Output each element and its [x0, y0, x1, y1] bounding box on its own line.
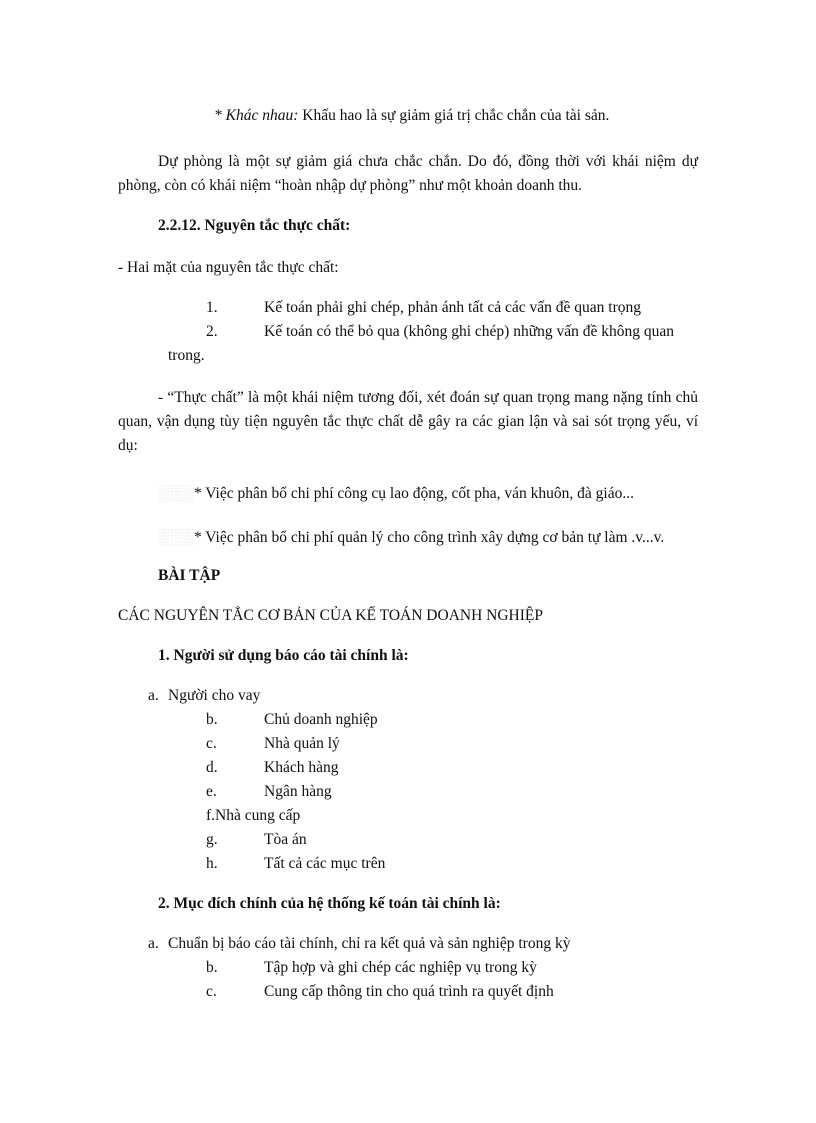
paragraph-difference [214, 106, 609, 126]
option-number: g. [206, 831, 218, 848]
option-text: Tất cả các mục trên [264, 855, 386, 872]
list-item-text: Kế toán phải ghi chép, phản ánh tất cả các vấn đề quan trọng [264, 299, 642, 316]
exercises-title: BÀI TẬP [158, 567, 221, 584]
option-number: d. [206, 759, 218, 776]
option-text: Nhà quản lý [264, 735, 340, 752]
option-text: Cung cấp thông tin cho quá trình ra quyết định [264, 983, 554, 1000]
example-item: ░░░* Việc phân bổ chi phí quản lý cho công trình xây dựng cơ bản tự làm .v...v. [158, 529, 665, 546]
option-number: a. [148, 935, 159, 952]
option-text: Chủ doanh nghiệp [264, 711, 378, 728]
option-number: e. [206, 783, 217, 800]
option-f: f.Nhà cung cấp [206, 807, 301, 824]
option-text: Khách hàng [264, 759, 339, 776]
list-item-number: 1. [206, 299, 218, 316]
section-title: 2.2.12. Nguyên tắc thực chất: [158, 217, 351, 234]
paragraph-provision: Dự phòng là một sự giảm giá chưa chắc chắn. Do đó, đồng thời với khái niệm dự phòng, còn có khái niệm “hoàn nhập dự phòng” như một khoản doanh thu. [118, 153, 698, 194]
option-number: b. [206, 959, 218, 976]
list-item-continuation: trong. [168, 347, 205, 364]
option-number: b. [206, 711, 218, 728]
question-2: 2. Mục đích chính của hệ thống kế toán tài chính là: [158, 895, 501, 912]
faint-mark-icon: ░░░ [158, 485, 194, 502]
option-text: Ngân hàng [264, 783, 332, 800]
exercises-subtitle: CÁC NGUYÊN TẮC CƠ BẢN CỦA KẾ TOÁN DOANH NGHIỆP [118, 607, 543, 624]
example-item: ░░░* Việc phân bổ chi phí công cụ lao động, cốt pha, ván khuôn, đà giáo... [158, 485, 634, 502]
faint-mark-icon: ░░░ [158, 529, 194, 546]
option-text: Chuẩn bị báo cáo tài chính, chỉ ra kết quả và sản nghiệp trong kỳ [168, 935, 571, 952]
list-item-text: Kế toán có thể bỏ qua (không ghi chép) những vấn đề không quan [264, 323, 675, 340]
question-1: 1. Người sử dụng báo cáo tài chính là: [158, 647, 409, 664]
option-number: a. [148, 687, 159, 704]
paragraph-substance: - “Thực chất” là một khái niệm tương đối, xét đoán sự quan trọng mang nặng tính chủ quan, vận dụng tùy tiện nguyên tắc thực chất dễ gây ra các gian lận và sai sót trọng yếu, ví dụ: [118, 389, 698, 454]
option-text: Người cho vay [168, 687, 261, 704]
option-number: h. [206, 855, 218, 872]
option-number: c. [206, 983, 217, 1000]
difference-text: Khấu hao là sự giảm giá trị chắc chắn của tài sản. [298, 107, 610, 124]
option-number: c. [206, 735, 217, 752]
option-text: Tập hợp và ghi chép các nghiệp vụ trong kỳ [264, 959, 537, 976]
option-text: Tòa án [264, 831, 307, 848]
list-item-number: 2. [206, 323, 218, 340]
two-sides-intro: - Hai mặt của nguyên tắc thực chất: [118, 259, 339, 276]
difference-label: * Khác nhau: [214, 107, 299, 124]
